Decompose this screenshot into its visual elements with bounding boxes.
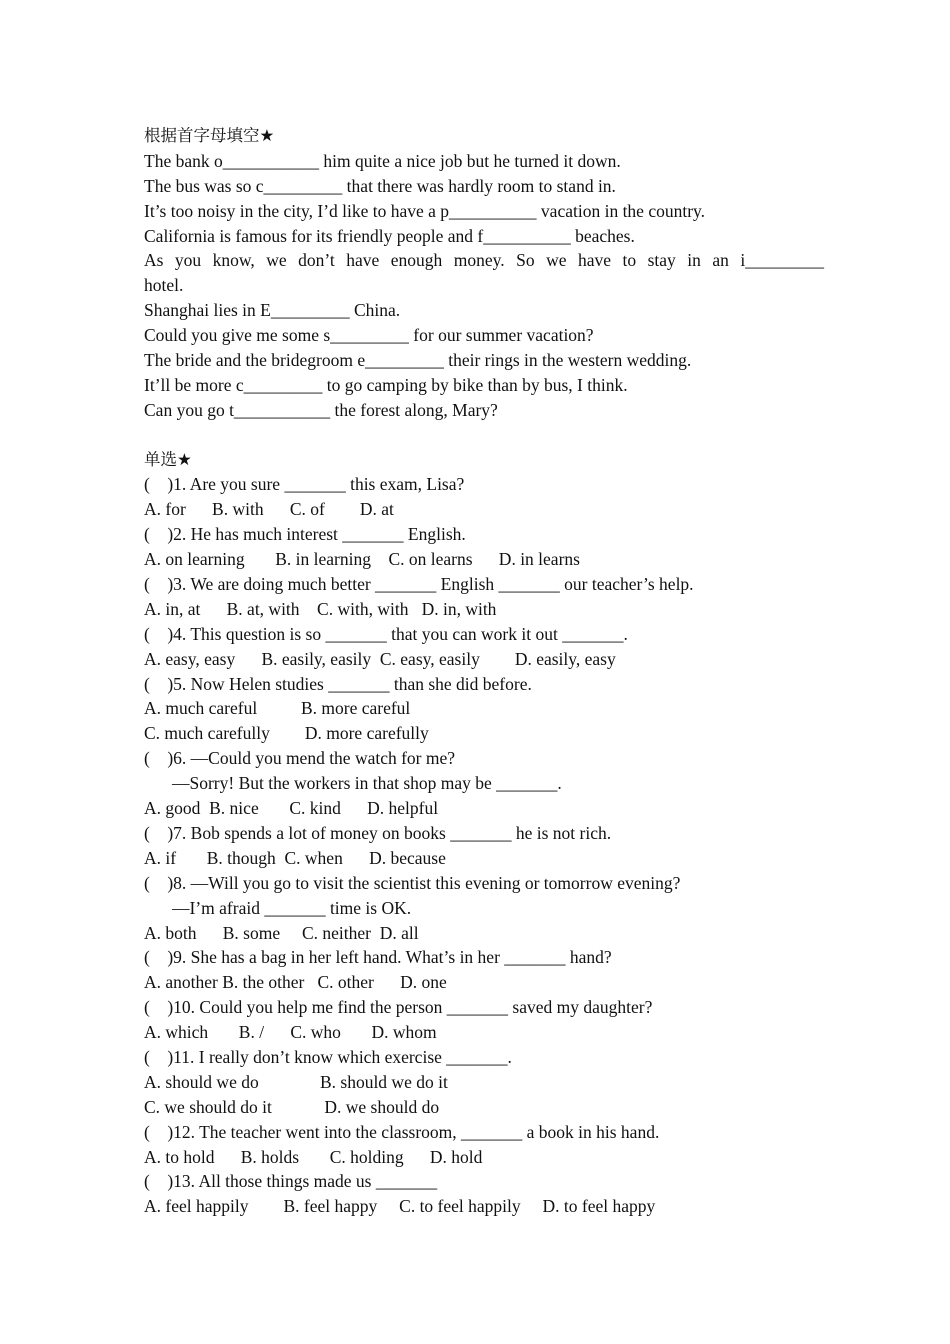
section-heading-fill-in: 根据首字母填空★ bbox=[144, 126, 275, 145]
fill-in-sentence-2: The bus was so c_________ that there was hardly room to stand in. bbox=[144, 175, 616, 196]
fill-in-sentence-8: The bride and the bridegroom e_________ their rings in the western wedding. bbox=[144, 350, 692, 371]
question-1: ( )1. Are you sure _______ this exam, Lisa? bbox=[144, 474, 465, 495]
question-6: ( )6. —Could you mend the watch for me? bbox=[144, 748, 456, 769]
options-12: A. to hold B. holds C. holding D. hold bbox=[144, 1146, 483, 1167]
options-13: A. feel happily B. feel happy C. to feel happily D. to feel happy bbox=[144, 1196, 656, 1217]
options-5-row-1: A. much careful B. more careful bbox=[144, 698, 411, 719]
question-2: ( )2. He has much interest _______ English. bbox=[144, 524, 466, 545]
options-4: A. easy, easy B. easily, easily C. easy, easily D. easily, easy bbox=[144, 648, 616, 669]
fill-in-sentence-7: Could you give me some s_________ for our summer vacation? bbox=[144, 325, 594, 346]
question-11: ( )11. I really don’t know which exercise _______. bbox=[144, 1046, 512, 1067]
question-12: ( )12. The teacher went into the classroom, _______ a book in his hand. bbox=[144, 1121, 660, 1142]
options-7: A. if B. though C. when D. because bbox=[144, 847, 446, 868]
question-5: ( )5. Now Helen studies _______ than she did before. bbox=[144, 673, 532, 694]
fill-in-sentence-9: It’ll be more c_________ to go camping by bike than by bus, I think. bbox=[144, 374, 628, 395]
question-10: ( )10. Could you help me find the person _______ saved my daughter? bbox=[144, 997, 653, 1018]
question-13: ( )13. All those things made us _______ bbox=[144, 1171, 438, 1192]
question-7: ( )7. Bob spends a lot of money on books _______ he is not rich. bbox=[144, 822, 612, 843]
fill-in-sentence-5-continued: hotel. bbox=[144, 275, 184, 296]
options-3: A. in, at B. at, with C. with, with D. in, with bbox=[144, 598, 497, 619]
fill-in-sentence-3: It’s too noisy in the city, I’d like to have a p__________ vacation in the country. bbox=[144, 200, 706, 221]
question-9: ( )9. She has a bag in her left hand. What’s in her _______ hand? bbox=[144, 947, 612, 968]
fill-in-sentence-6: Shanghai lies in E_________ China. bbox=[144, 300, 401, 321]
section-heading-multiple-choice: 单选★ bbox=[144, 449, 192, 469]
options-11-row-1: A. should we do B. should we do it bbox=[144, 1071, 448, 1092]
section-spacer bbox=[144, 423, 824, 448]
options-5-row-2: C. much carefully D. more carefully bbox=[144, 723, 429, 744]
question-8: ( )8. —Will you go to visit the scientist this evening or tomorrow evening? bbox=[144, 872, 681, 893]
options-2: A. on learning B. in learning C. on learns D. in learns bbox=[144, 549, 580, 570]
fill-in-sentence-4: California is famous for its friendly people and f__________ beaches. bbox=[144, 225, 635, 246]
options-11-row-2: C. we should do it D. we should do bbox=[144, 1096, 440, 1117]
question-3: ( )3. We are doing much better _______ English _______ our teacher’s help. bbox=[144, 574, 694, 595]
worksheet bbox=[144, 124, 824, 1219]
fill-in-sentence-1: The bank o___________ him quite a nice job but he turned it down. bbox=[144, 150, 621, 171]
fill-in-sentence-5: As you know, we don’t have enough money. So we have to stay in an i_________ bbox=[144, 250, 824, 271]
options-1: A. for B. with C. of D. at bbox=[144, 499, 394, 520]
options-9: A. another B. the other C. other D. one bbox=[144, 972, 447, 993]
question-4: ( )4. This question is so _______ that you can work it out _______. bbox=[144, 623, 628, 644]
fill-in-sentence-10: Can you go t___________ the forest along, Mary? bbox=[144, 399, 498, 420]
options-6: A. good B. nice C. kind D. helpful bbox=[144, 798, 439, 819]
question-6-reply: —Sorry! But the workers in that shop may be _______. bbox=[172, 773, 562, 794]
options-8: A. both B. some C. neither D. all bbox=[144, 922, 419, 943]
question-8-reply: —I’m afraid _______ time is OK. bbox=[172, 897, 412, 918]
options-10: A. which B. / C. who D. whom bbox=[144, 1022, 437, 1043]
